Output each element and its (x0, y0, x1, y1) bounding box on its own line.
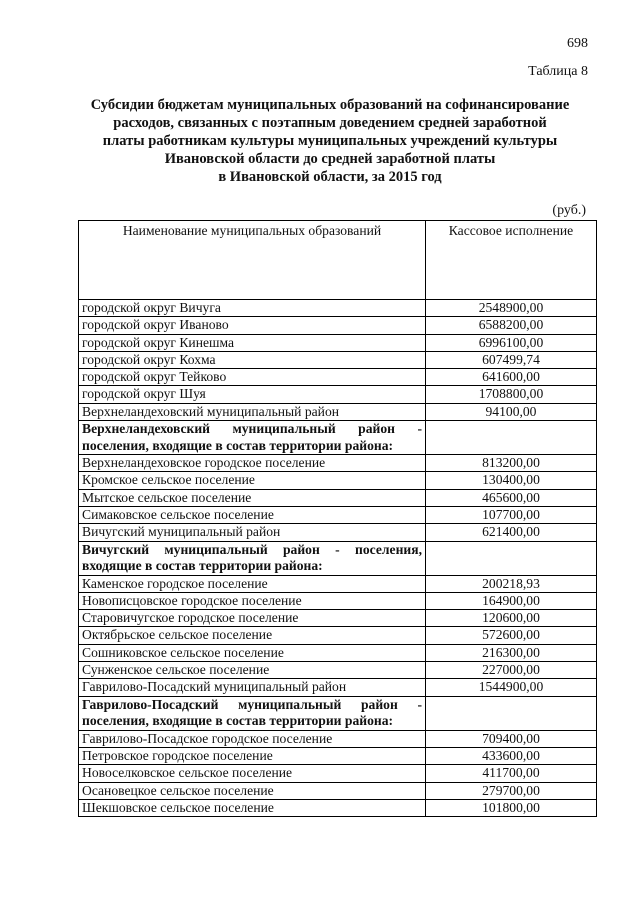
municipality-name: Гаврилово-Посадский муниципальный район (79, 679, 426, 696)
cash-execution-value: 6588200,00 (426, 317, 597, 334)
municipality-name: Вичугский муниципальный район - поселения, входящие в состав территории района: (79, 541, 426, 575)
title-line: Ивановской области до средней заработной платы (164, 151, 496, 167)
municipality-name: городской округ Тейково (79, 369, 426, 386)
group-header-row (79, 541, 597, 575)
municipality-name: Кромское сельское поселение (79, 472, 426, 489)
currency-unit: (руб.) (552, 203, 586, 218)
group-header-row (79, 696, 597, 730)
municipality-name: Сошниковское сельское поселение (79, 644, 426, 661)
cash-execution-value: 164900,00 (426, 592, 597, 609)
table-row (79, 782, 597, 799)
table-row (79, 386, 597, 403)
table-row (79, 472, 597, 489)
municipality-name: Осановецкое сельское поселение (79, 782, 426, 799)
table-row (79, 592, 597, 609)
table-body (79, 300, 597, 817)
cash-execution-value (426, 696, 597, 730)
table-row (79, 300, 597, 317)
cash-execution-value: 107700,00 (426, 506, 597, 523)
cash-execution-value: 621400,00 (426, 524, 597, 541)
table-row (79, 610, 597, 627)
cash-execution-value: 216300,00 (426, 644, 597, 661)
municipality-name: Петровское городское поселение (79, 747, 426, 764)
cash-execution-value: 6996100,00 (426, 334, 597, 351)
municipality-name: Октябрьское сельское поселение (79, 627, 426, 644)
municipality-name: Верхнеландеховский муниципальный район (79, 403, 426, 420)
table-row (79, 679, 597, 696)
municipality-name: городской округ Иваново (79, 317, 426, 334)
table-row (79, 524, 597, 541)
table-row (79, 765, 597, 782)
cash-execution-value: 130400,00 (426, 472, 597, 489)
cash-execution-value: 227000,00 (426, 662, 597, 679)
table-label: Таблица 8 (528, 64, 588, 79)
column-header-name: Наименование муниципальных образований (79, 221, 426, 300)
cash-execution-value: 101800,00 (426, 799, 597, 816)
group-header-row (79, 421, 597, 455)
cash-execution-value: 641600,00 (426, 369, 597, 386)
table-row (79, 575, 597, 592)
table-row (79, 644, 597, 661)
table-row (79, 747, 597, 764)
table-row (79, 351, 597, 368)
municipality-name: городской округ Вичуга (79, 300, 426, 317)
cash-execution-value: 1708800,00 (426, 386, 597, 403)
municipality-name: Новоселковское сельское поселение (79, 765, 426, 782)
municipality-name: Вичугский муниципальный район (79, 524, 426, 541)
cash-execution-value: 411700,00 (426, 765, 597, 782)
municipality-name: Каменское городское поселение (79, 575, 426, 592)
table-row (79, 317, 597, 334)
title-line: платы работникам культуры муниципальных учреждений культуры (102, 133, 558, 149)
municipality-name: Новописцовское городское поселение (79, 592, 426, 609)
cash-execution-value: 120600,00 (426, 610, 597, 627)
table-row (79, 489, 597, 506)
municipality-name: Верхнеландеховское городское поселение (79, 455, 426, 472)
municipality-name: Мытское сельское поселение (79, 489, 426, 506)
table-row (79, 334, 597, 351)
table-header-row (79, 221, 597, 300)
cash-execution-value: 572600,00 (426, 627, 597, 644)
municipality-name: городской округ Шуя (79, 386, 426, 403)
column-header-value: Кассовое исполнение (426, 221, 597, 300)
cash-execution-value (426, 541, 597, 575)
cash-execution-value: 813200,00 (426, 455, 597, 472)
cash-execution-value: 94100,00 (426, 403, 597, 420)
municipality-name: городской округ Кохма (79, 351, 426, 368)
table-row (79, 369, 597, 386)
municipality-name: Гаврилово-Посадское городское поселение (79, 730, 426, 747)
cash-execution-value: 433600,00 (426, 747, 597, 764)
municipality-name: Верхнеландеховский муниципальный район - поселения, входящие в состав территории района: (79, 421, 426, 455)
municipality-name: Гаврилово-Посадский муниципальный район - поселения, входящие в состав территории района: (79, 696, 426, 730)
subsidy-table (78, 220, 597, 817)
municipality-name: городской округ Кинешма (79, 334, 426, 351)
cash-execution-value (426, 421, 597, 455)
table-row (79, 730, 597, 747)
table-row (79, 403, 597, 420)
cash-execution-value: 709400,00 (426, 730, 597, 747)
table-row (79, 627, 597, 644)
cash-execution-value: 279700,00 (426, 782, 597, 799)
table-row (79, 506, 597, 523)
table-row (79, 455, 597, 472)
title-line: расходов, связанных с поэтапным доведением средней заработной (113, 115, 547, 131)
document-title (60, 96, 600, 186)
table-row (79, 662, 597, 679)
title-line: в Ивановской области, за 2015 год (218, 169, 442, 185)
municipality-name: Шекшовское сельское поселение (79, 799, 426, 816)
cash-execution-value: 1544900,00 (426, 679, 597, 696)
municipality-name: Старовичугское городское поселение (79, 610, 426, 627)
cash-execution-value: 465600,00 (426, 489, 597, 506)
table-row (79, 799, 597, 816)
title-line: Субсидии бюджетам муниципальных образований на софинансирование (90, 97, 570, 113)
cash-execution-value: 607499,74 (426, 351, 597, 368)
cash-execution-value: 2548900,00 (426, 300, 597, 317)
cash-execution-value: 200218,93 (426, 575, 597, 592)
municipality-name: Сунженское сельское поселение (79, 662, 426, 679)
page-number: 698 (567, 36, 588, 51)
municipality-name: Симаковское сельское поселение (79, 506, 426, 523)
